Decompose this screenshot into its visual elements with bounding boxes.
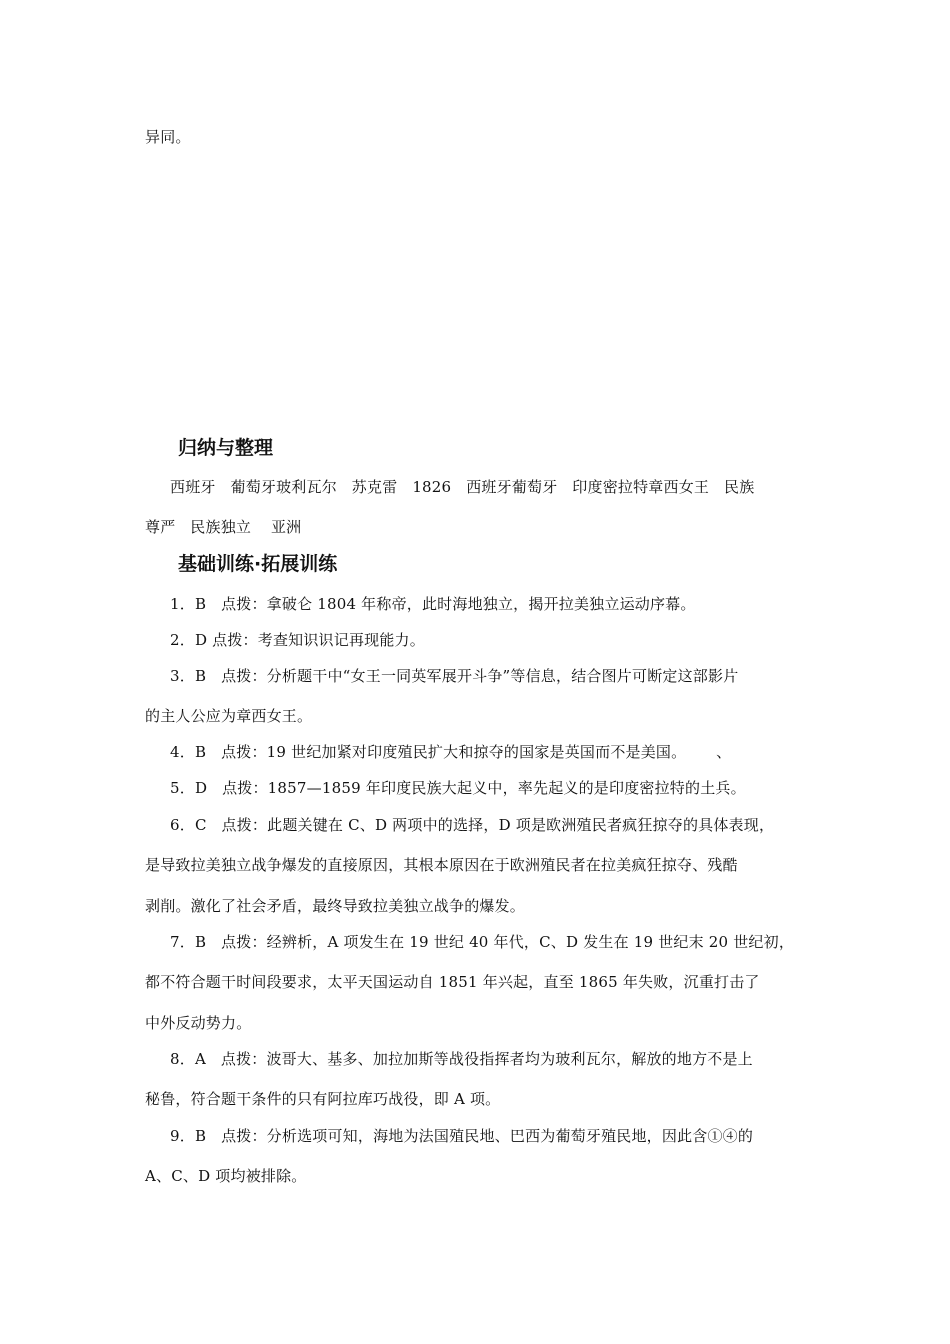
answer-8: 8．A 点拨：波哥大、基多、加拉加斯等战役指挥者均为玻利瓦尔，解放的地方不是上	[170, 1050, 753, 1068]
answer-6-cont-2: 剥削。激化了社会矛盾，最终导致拉美独立战争的爆发。	[145, 897, 526, 915]
answer-9: 9．B 点拨：分析选项可知，海地为法国殖民地、巴西为葡萄牙殖民地，因此含①④的	[170, 1127, 754, 1145]
answer-7-cont-1: 都不符合题干时间段要求，太平天国运动自 1851 年兴起，直至 1865 年失败，沉重打击了	[145, 973, 760, 991]
top-text: 异同。	[145, 128, 191, 146]
answer-5: 5．D 点拨：1857—1859 年印度民族大起义中，率先起义的是印度密拉特的土兵。	[170, 779, 746, 797]
answer-3: 3．B 点拨：分析题干中“女王一同英军展开斗争”等信息，结合图片可断定这部影片	[170, 667, 739, 685]
answer-9-cont: A、C、D 项均被排除。	[145, 1167, 307, 1185]
answer-1: 1．B 点拨：拿破仑 1804 年称帝，此时海地独立，揭开拉美独立运动序幕。	[170, 595, 696, 613]
answer-7: 7．B 点拨：经辨析，A 项发生在 19 世纪 40 年代，C、D 发生在 19 世纪末 20 世纪初，	[170, 933, 795, 951]
answer-7-cont-2: 中外反动势力。	[145, 1014, 252, 1032]
answer-3-cont: 的主人公应为章西女王。	[145, 707, 313, 725]
answer-6-cont-1: 是导致拉美独立战争爆发的直接原因，其根本原因在于欧洲殖民者在拉美疯狂掠夺、残酷	[145, 856, 738, 874]
summary-heading: 归纳与整理	[178, 437, 274, 459]
summary-line-2: 尊严 民族独立 亚洲	[145, 518, 302, 536]
answer-4: 4．B 点拨：19 世纪加紧对印度殖民扩大和掠夺的国家是英国而不是美国。 、	[170, 743, 732, 761]
answer-2: 2．D 点拨：考查知识识记再现能力。	[170, 631, 425, 649]
answer-6: 6．C 点拨：此题关键在 C、D 两项中的选择，D 项是欧洲殖民者疯狂掠夺的具体表现，	[170, 816, 775, 834]
summary-line-1: 西班牙 葡萄牙玻利瓦尔 苏克雷 1826 西班牙葡萄牙 印度密拉特章西女王 民族	[170, 478, 755, 496]
training-heading: 基础训练·拓展训练	[178, 553, 338, 575]
answer-8-cont: 秘鲁，符合题干条件的只有阿拉库巧战役，即 A 项。	[145, 1090, 501, 1108]
